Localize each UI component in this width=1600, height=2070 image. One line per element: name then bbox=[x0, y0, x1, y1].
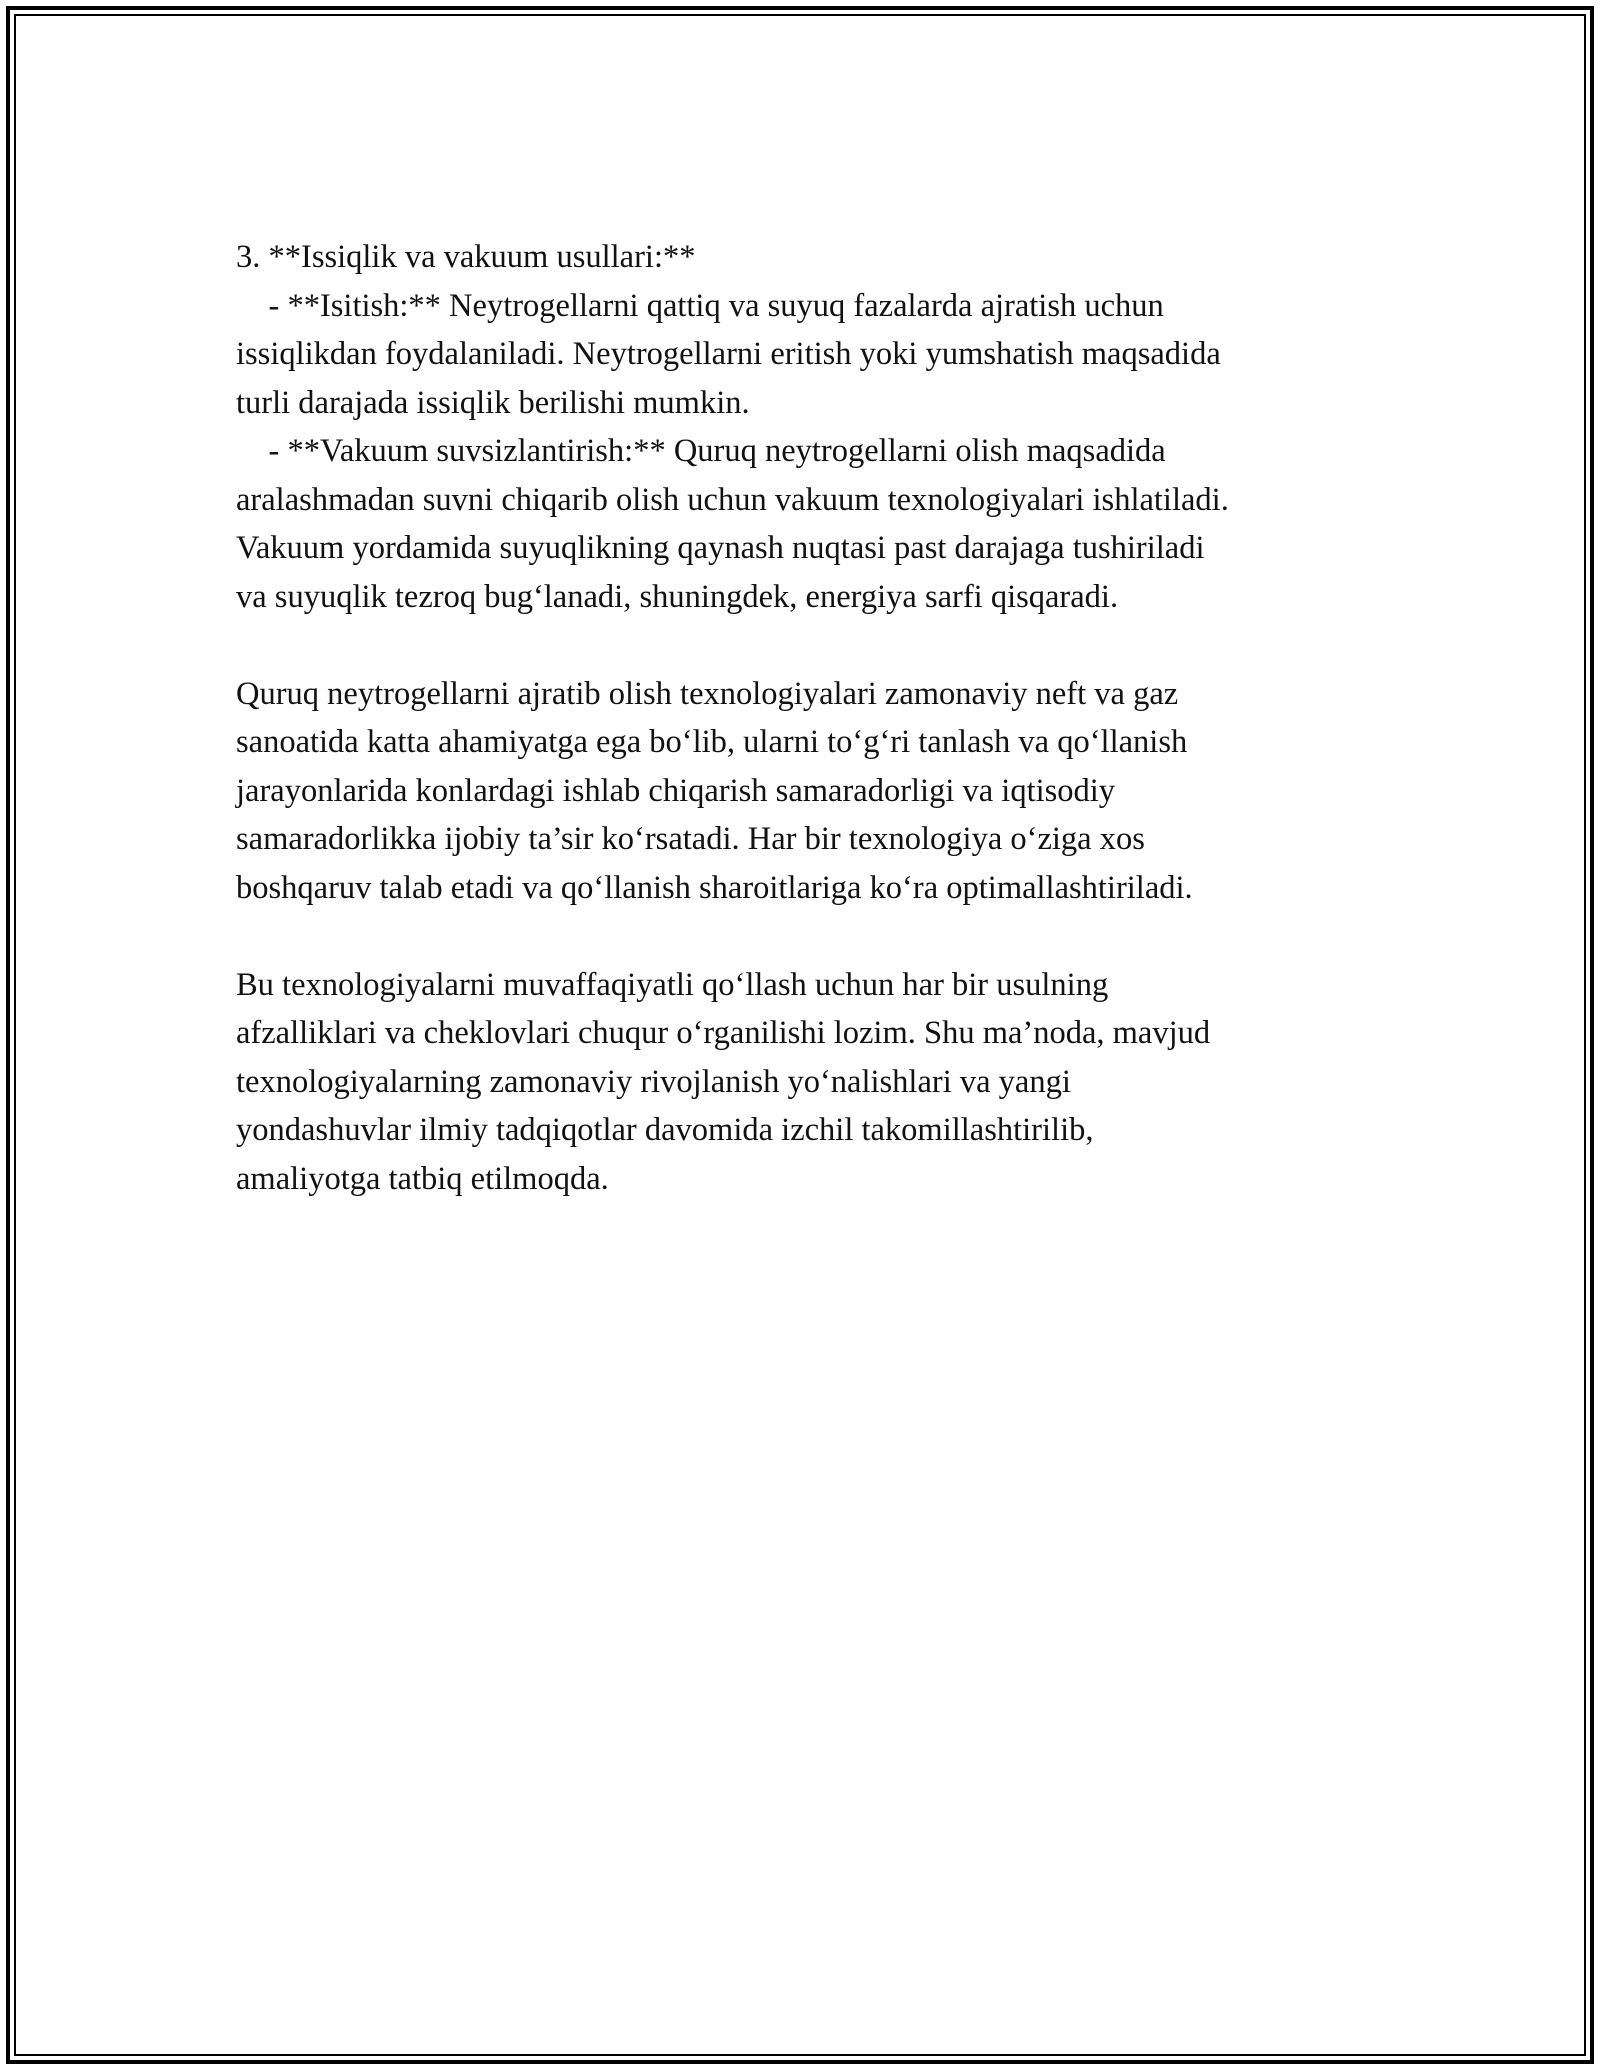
vacuum-item-line: Vakuum yordamida suyuqlikning qaynash nuqtasi past darajaga tushiriladi bbox=[236, 530, 1205, 566]
vacuum-item-line: - **Vakuum suvsizlantirish:** Quruq neytrogellarni olish maqsadida bbox=[236, 433, 1166, 469]
heating-item-line: turli darajada issiqlik berilishi mumkin. bbox=[236, 384, 750, 421]
paragraph-line: amaliyotga tatbiq etilmoqda. bbox=[236, 1160, 609, 1197]
paragraph-line: samaradorlikka ijobiy ta’sir ko‘rsatadi. Har bir texnologiya o‘ziga xos bbox=[236, 821, 1145, 857]
paragraph-line: boshqaruv talab etadi va qo‘llanish sharoitlariga ko‘ra optimallashtiriladi. bbox=[236, 869, 1193, 906]
methods-heading: 3. **Issiqlik va vakuum usullari:** bbox=[236, 239, 696, 275]
paragraph-line: texnologiyalarning zamonaviy rivojlanish yo‘nalishlari va yangi bbox=[236, 1063, 1071, 1100]
conclusion-paragraph bbox=[236, 961, 1396, 1204]
paragraph-line: Quruq neytrogellarni ajratib olish texnologiyalari zamonaviy neft va gaz bbox=[236, 675, 1179, 712]
paragraph-line: afzalliklari va cheklovlari chuqur o‘rganilishi lozim. Shu ma’noda, mavjud bbox=[236, 1015, 1211, 1051]
paragraph-line: Bu texnologiyalarni muvaffaqiyatli qo‘llash uchun har bir usulning bbox=[236, 966, 1109, 1003]
paragraph-line: jarayonlarida konlardagi ishlab chiqarish samaradorligi va iqtisodiy bbox=[236, 772, 1116, 809]
methods-section bbox=[236, 233, 1396, 621]
paragraph-spacer bbox=[236, 621, 1396, 670]
importance-paragraph bbox=[236, 670, 1396, 913]
paragraph-line: yondashuvlar ilmiy tadqiqotlar davomida izchil takomillashtirilib, bbox=[236, 1112, 1094, 1148]
paragraph-line: sanoatida katta ahamiyatga ega bo‘lib, ularni to‘g‘ri tanlash va qo‘llanish bbox=[236, 724, 1188, 760]
vacuum-item-line: aralashmadan suvni chiqarib olish uchun vakuum texnologiyalari ishlatiladi. bbox=[236, 481, 1229, 518]
heating-item-line: issiqlikdan foydalaniladi. Neytrogellarni eritish yoki yumshatish maqsadida bbox=[236, 336, 1221, 372]
heating-item-line: - **Isitish:** Neytrogellarni qattiq va suyuq fazalarda ajratish uchun bbox=[236, 287, 1164, 324]
document-body bbox=[236, 233, 1396, 1203]
vacuum-item-line: va suyuqlik tezroq bug‘lanadi, shuningdek, energiya sarfi qisqaradi. bbox=[236, 578, 1119, 615]
paragraph-spacer bbox=[236, 912, 1396, 961]
